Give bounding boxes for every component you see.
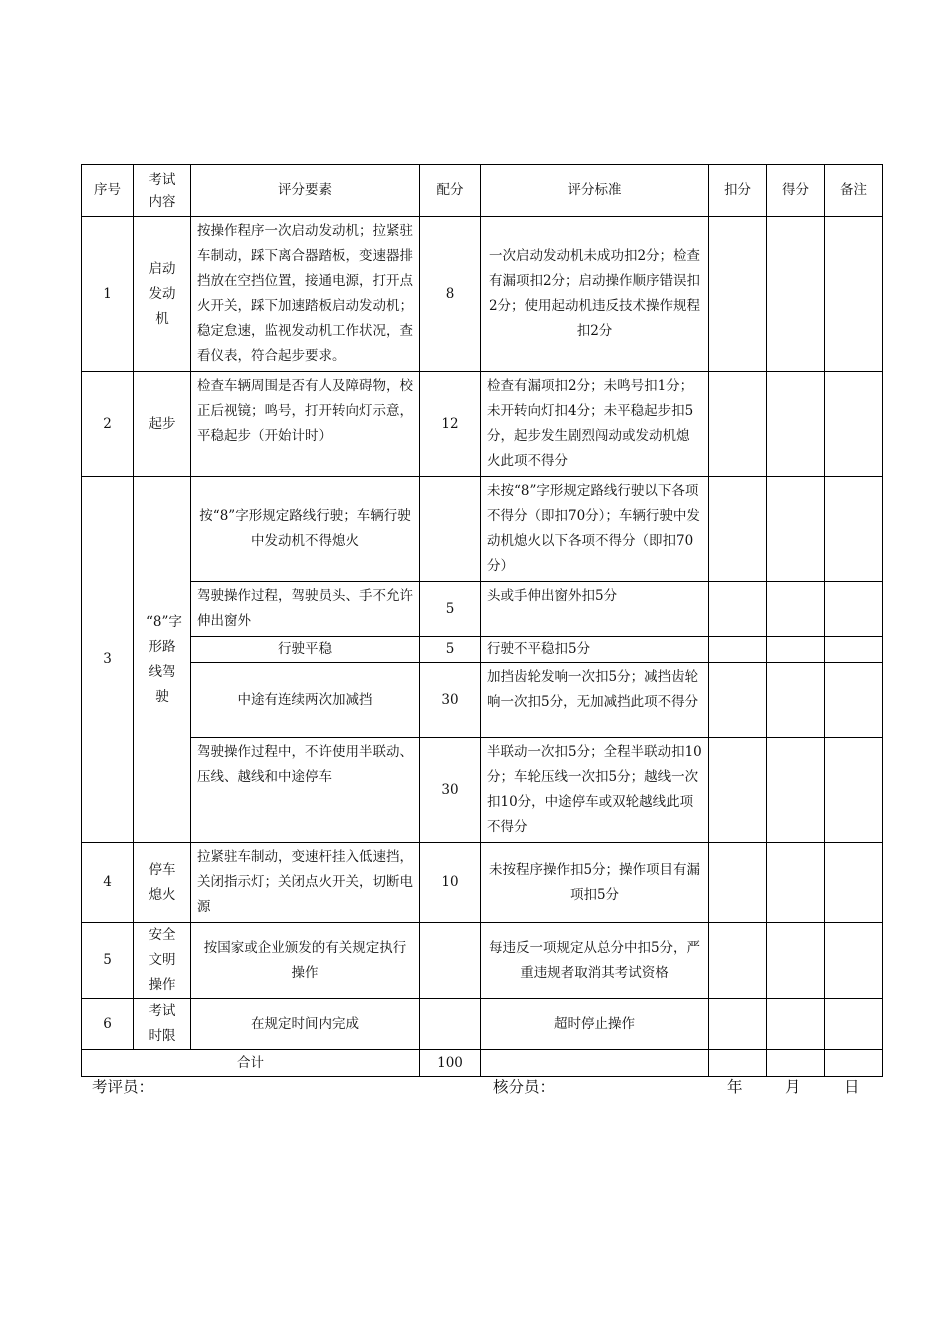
total-standard bbox=[481, 1050, 709, 1077]
row-deduct bbox=[709, 372, 767, 477]
row-points bbox=[420, 999, 481, 1050]
row-points: 12 bbox=[420, 372, 481, 477]
header-remarks: 备注 bbox=[825, 165, 883, 217]
row-remarks bbox=[825, 738, 883, 843]
row-deduct bbox=[709, 843, 767, 923]
table-row bbox=[82, 999, 883, 1050]
row-content: 启动发动机 bbox=[134, 217, 191, 372]
row-score bbox=[767, 923, 825, 999]
row-elements: 按“8”字形规定路线行驶；车辆行驶中发动机不得熄火 bbox=[191, 477, 420, 582]
year-label: 年 bbox=[727, 1078, 743, 1096]
row-remarks bbox=[825, 663, 883, 738]
table-row bbox=[82, 663, 883, 738]
table-row bbox=[82, 582, 883, 637]
table-row bbox=[82, 372, 883, 477]
row-content: 安全文明操作 bbox=[134, 923, 191, 999]
row-deduct bbox=[709, 582, 767, 637]
table-row bbox=[82, 217, 883, 372]
table-row bbox=[82, 923, 883, 999]
row-elements: 行驶平稳 bbox=[191, 637, 420, 663]
row-remarks bbox=[825, 923, 883, 999]
row-content: 考试时限 bbox=[134, 999, 191, 1050]
row-remarks bbox=[825, 843, 883, 923]
row-deduct bbox=[709, 738, 767, 843]
row-score bbox=[767, 217, 825, 372]
row-deduct bbox=[709, 217, 767, 372]
total-score bbox=[767, 1050, 825, 1077]
total-points: 100 bbox=[420, 1050, 481, 1077]
row-points: 10 bbox=[420, 843, 481, 923]
header-no: 序号 bbox=[82, 165, 134, 217]
row-elements: 驾驶操作过程，驾驶员头、手不允许伸出窗外 bbox=[191, 582, 420, 637]
row-standard: 头或手伸出窗外扣5分 bbox=[481, 582, 709, 637]
row-remarks bbox=[825, 477, 883, 582]
row-score bbox=[767, 582, 825, 637]
row-no: 4 bbox=[82, 843, 134, 923]
header-row bbox=[82, 165, 883, 217]
row-remarks bbox=[825, 999, 883, 1050]
row-deduct bbox=[709, 923, 767, 999]
row-points: 8 bbox=[420, 217, 481, 372]
total-deduct bbox=[709, 1050, 767, 1077]
row-standard: 检查有漏项扣2分；未鸣号扣1分；未开转向灯扣4分；未平稳起步扣5分，起步发生剧烈闯动或发动机熄火此项不得分 bbox=[481, 372, 709, 477]
row-content: “8”字形路线驾驶 bbox=[134, 477, 191, 843]
row-standard: 加挡齿轮发响一次扣5分；减挡齿轮响一次扣5分，无加减挡此项不得分 bbox=[481, 663, 709, 738]
row-points: 30 bbox=[420, 663, 481, 738]
row-standard: 一次启动发动机未成功扣2分；检查有漏项扣2分；启动操作顺序错误扣2分；使用起动机违反技术操作规程扣2分 bbox=[481, 217, 709, 372]
total-row bbox=[82, 1050, 883, 1077]
row-standard: 每违反一项规定从总分中扣5分，严重违规者取消其考试资格 bbox=[481, 923, 709, 999]
checker-label: 核分员： bbox=[493, 1078, 556, 1096]
row-no: 1 bbox=[82, 217, 134, 372]
row-points: 30 bbox=[420, 738, 481, 843]
row-points: 5 bbox=[420, 582, 481, 637]
row-content: 停车熄火 bbox=[134, 843, 191, 923]
row-elements: 检查车辆周围是否有人及障碍物，校正后视镜；鸣号，打开转向灯示意，平稳起步（开始计时） bbox=[191, 372, 420, 477]
row-standard: 超时停止操作 bbox=[481, 999, 709, 1050]
row-points bbox=[420, 477, 481, 582]
row-no: 5 bbox=[82, 923, 134, 999]
header-elements: 评分要素 bbox=[191, 165, 420, 217]
row-no: 3 bbox=[82, 477, 134, 843]
row-no: 6 bbox=[82, 999, 134, 1050]
row-deduct bbox=[709, 999, 767, 1050]
row-elements: 拉紧驻车制动，变速杆挂入低速挡，关闭指示灯；关闭点火开关，切断电源 bbox=[191, 843, 420, 923]
header-content: 考试内容 bbox=[134, 165, 191, 217]
table-row bbox=[82, 637, 883, 663]
total-label: 合计 bbox=[82, 1050, 420, 1077]
row-remarks bbox=[825, 637, 883, 663]
row-remarks bbox=[825, 582, 883, 637]
row-deduct bbox=[709, 637, 767, 663]
row-content: 起步 bbox=[134, 372, 191, 477]
row-elements: 在规定时间内完成 bbox=[191, 999, 420, 1050]
row-score bbox=[767, 372, 825, 477]
row-standard: 未按程序操作扣5分；操作项目有漏项扣5分 bbox=[481, 843, 709, 923]
table-row bbox=[82, 738, 883, 843]
row-elements: 中途有连续两次加减挡 bbox=[191, 663, 420, 738]
row-score bbox=[767, 663, 825, 738]
row-score bbox=[767, 637, 825, 663]
table-row bbox=[82, 843, 883, 923]
row-standard: 行驶不平稳扣5分 bbox=[481, 637, 709, 663]
row-remarks bbox=[825, 217, 883, 372]
row-elements: 驾驶操作过程中，不许使用半联动、压线、越线和中途停车 bbox=[191, 738, 420, 843]
row-points: 5 bbox=[420, 637, 481, 663]
row-no: 2 bbox=[82, 372, 134, 477]
month-label: 月 bbox=[785, 1078, 801, 1096]
scoring-table bbox=[81, 164, 883, 1077]
header-deduct: 扣分 bbox=[709, 165, 767, 217]
day-label: 日 bbox=[844, 1078, 860, 1096]
total-remarks bbox=[825, 1050, 883, 1077]
row-elements: 按国家或企业颁发的有关规定执行操作 bbox=[191, 923, 420, 999]
row-deduct bbox=[709, 663, 767, 738]
row-deduct bbox=[709, 477, 767, 582]
row-score bbox=[767, 999, 825, 1050]
row-score bbox=[767, 477, 825, 582]
row-score bbox=[767, 738, 825, 843]
row-elements: 按操作程序一次启动发动机；拉紧驻车制动，踩下离合器踏板，变速器排挡放在空挡位置，接通电源，打开点火开关，踩下加速踏板启动发动机；稳定怠速，监视发动机工作状况，查看仪表，符合起步要求。 bbox=[191, 217, 420, 372]
row-score bbox=[767, 843, 825, 923]
row-standard: 半联动一次扣5分；全程半联动扣10分；车轮压线一次扣5分；越线一次扣10分，中途停车或双轮越线此项不得分 bbox=[481, 738, 709, 843]
header-standard: 评分标准 bbox=[481, 165, 709, 217]
examiner-label: 考评员： bbox=[92, 1078, 155, 1096]
row-standard: 未按“8”字形规定路线行驶以下各项不得分（即扣70分）；车辆行驶中发动机熄火以下各项不得分（即扣70分） bbox=[481, 477, 709, 582]
header-points: 配分 bbox=[420, 165, 481, 217]
table-row bbox=[82, 477, 883, 582]
row-points bbox=[420, 923, 481, 999]
row-remarks bbox=[825, 372, 883, 477]
header-score: 得分 bbox=[767, 165, 825, 217]
